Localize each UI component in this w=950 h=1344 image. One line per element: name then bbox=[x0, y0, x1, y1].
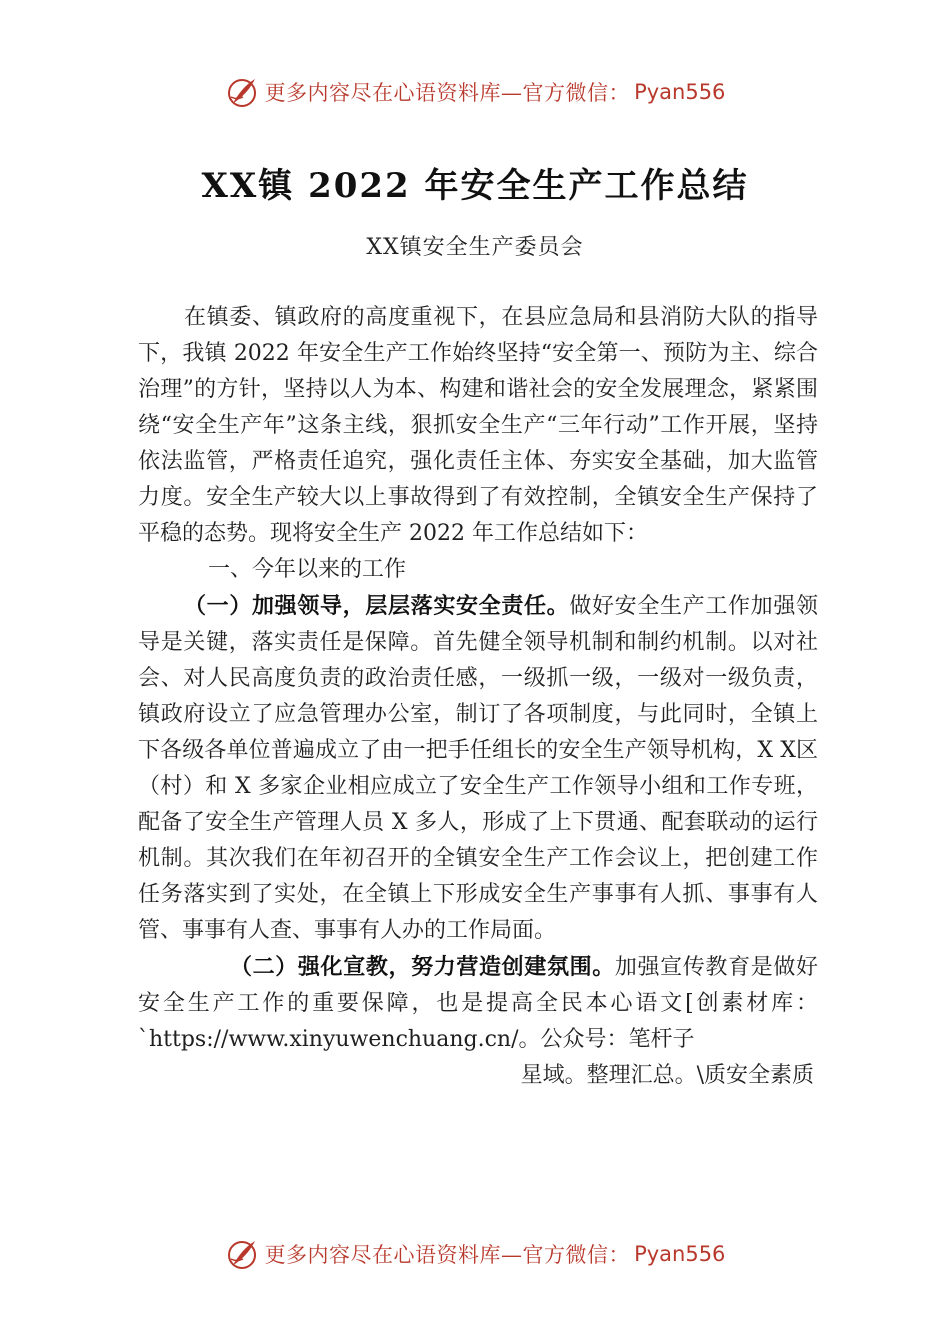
banner-text: 更多内容尽在心语资料库—官方微信： bbox=[264, 81, 631, 105]
item-paragraph-1 bbox=[138, 588, 818, 949]
intro-paragraph: 在镇委、镇政府的高度重视下，在县应急局和县消防大队的指导下，我镇 2022 年安全生产工作始终坚持“安全第一、预防为主、综合治理”的方针，坚持以人为本、构建和谐社会的安全发展理念，紧紧围绕“安全生产年”这条主线，狠抓安全生产“三年行动”工作开展，坚持依法监管，严格责任追究，强化责任主体、夯实安全基础，加大监管力度。安全生产较大以上事故得到了有效控制，全镇安全生产保持了平稳的态势。现将安全生产 2022 年工作总结如下： bbox=[138, 305, 818, 546]
header-banner bbox=[0, 72, 950, 112]
banner-wechat-id: Pyan556 bbox=[634, 1242, 726, 1266]
document-body bbox=[138, 300, 818, 1094]
item-body-2: 加强宣传教育是做好安全生产工作的重要保障，也是提高全民本心语文[创素材库：`https://www.xinyuwenchuang.cn/。公众号：笔杆子 bbox=[138, 955, 818, 1052]
quill-logo-icon bbox=[225, 75, 259, 109]
page-title: XX镇 2022 年安全生产工作总结 bbox=[201, 166, 749, 206]
item-heading-2: （二）强化宣教，努力营造创建氛围。 bbox=[230, 954, 615, 980]
item-paragraph-2-tail: 星域。整理汇总。\质安全素质 bbox=[520, 1063, 814, 1088]
quill-logo-icon bbox=[225, 1237, 259, 1271]
banner-text: 更多内容尽在心语资料库—官方微信： bbox=[264, 1243, 631, 1267]
item-heading-1: （一）加强领导，层层落实安全责任。 bbox=[184, 593, 570, 619]
item-body-1: 做好安全生产工作加强领导是关键，落实责任是保障。首先健全领导机制和制约机制。以对社会、对人民高度负责的政治责任感，一级抓一级，一级对一级负责，镇政府设立了应急管理办公室，制订了各项制度，与此同时，全镇上下各级各单位普遍成立了由一把手任组长的安全生产领导机构，X X区（村）和 X 多家企业相应成立了安全生产工作领导小组和工作专班，配备了安全生产管理人员 X 多人，形成了上下贯通、配套联动的运行机制。其次我们在年初召开的全镇安全生产工作会议上，把创建工作任务落实到了实处，在全镇上下形成安全生产事事有人抓、事事有人管、事事有人查、事事有人办的工作局面。 bbox=[138, 594, 818, 943]
banner-wechat-id: Pyan556 bbox=[634, 80, 726, 104]
footer-banner bbox=[0, 1234, 950, 1274]
item-paragraph-2 bbox=[138, 949, 818, 1058]
page-subtitle: XX镇安全生产委员会 bbox=[366, 235, 584, 260]
section-heading: 一、今年以来的工作 bbox=[208, 557, 407, 582]
